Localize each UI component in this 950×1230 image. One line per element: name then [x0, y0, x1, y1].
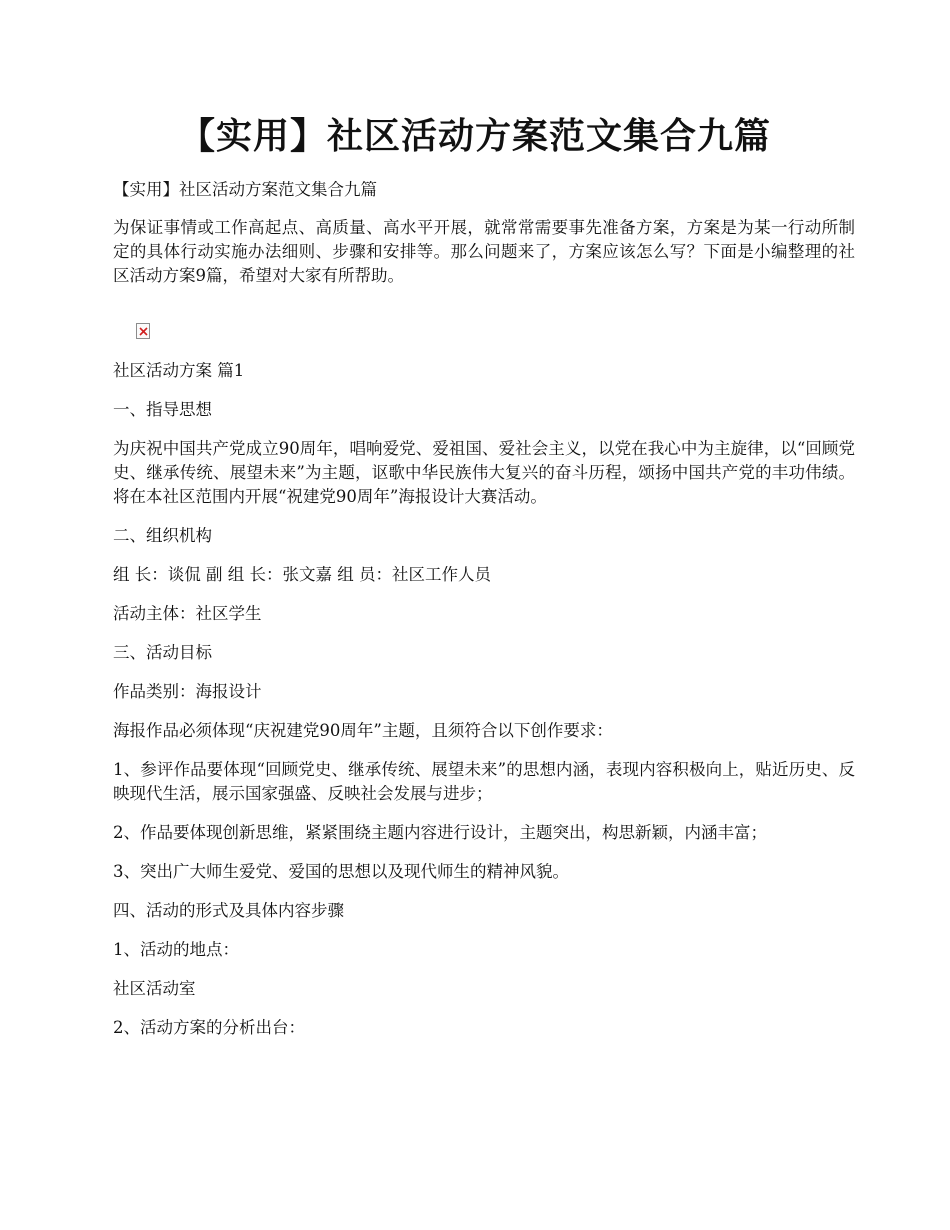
organization-members: 组 长：谈侃 副 组 长：张文嘉 组 员：社区工作人员	[113, 565, 491, 584]
image-placeholder	[113, 303, 855, 359]
heading-activity-goals: 三、活动目标	[113, 643, 212, 662]
intro-paragraph: 为保证事情或工作高起点、高质量、高水平开展，就常常需要事先准备方案，方案是为某一行动所制定的具体行动实施办法细则、步骤和安排等。那么问题来了，方案应该怎么写？下面是小编整理的社区活动方案9篇，希望对大家有所帮助。	[113, 218, 855, 285]
requirement-item-2: 2、作品要体现创新思维，紧紧围绕主题内容进行设计，主题突出，构思新颖，内涵丰富；	[113, 823, 767, 842]
heading-guiding-ideology: 一、指导思想	[113, 400, 212, 419]
activity-plan-analysis-label: 2、活动方案的分析出台：	[113, 1018, 305, 1037]
broken-image-icon	[136, 323, 150, 339]
guiding-ideology-paragraph: 为庆祝中国共产党成立90周年，唱响爱党、爱祖国、爱社会主义，以党在我心中为主旋律，以“回顾党史、继承传统、展望未来”为主题，讴歌中华民族伟大复兴的奋斗历程，颂扬中国共产党的丰功伟绩。将在本社区范围内开展“祝建党90周年”海报设计大赛活动。	[113, 439, 855, 506]
section-heading-plan-1: 社区活动方案 篇1	[113, 361, 245, 380]
document-body	[113, 178, 855, 1055]
requirement-item-1: 1、参评作品要体现“回顾党史、继承传统、展望未来”的思想内涵，表现内容积极向上，贴近历史、反映现代生活，展示国家强盛、反映社会发展与进步；	[113, 760, 855, 803]
activity-location-value: 社区活动室	[113, 979, 196, 998]
heading-organization: 二、组织机构	[113, 526, 212, 545]
heading-activity-form: 四、活动的形式及具体内容步骤	[113, 901, 344, 920]
activity-subject: 活动主体：社区学生	[113, 604, 262, 623]
poster-requirement-intro: 海报作品必须体现“庆祝建党90周年”主题，且须符合以下创作要求：	[113, 721, 613, 740]
requirement-item-3: 3、突出广大师生爱党、爱国的思想以及现代师生的精神风貌。	[113, 862, 569, 881]
activity-location-label: 1、活动的地点：	[113, 940, 239, 959]
subtitle-paragraph: 【实用】社区活动方案范文集合九篇	[113, 180, 377, 199]
work-category: 作品类别：海报设计	[113, 682, 262, 701]
document-title: 【实用】社区活动方案范文集合九篇	[178, 115, 771, 157]
